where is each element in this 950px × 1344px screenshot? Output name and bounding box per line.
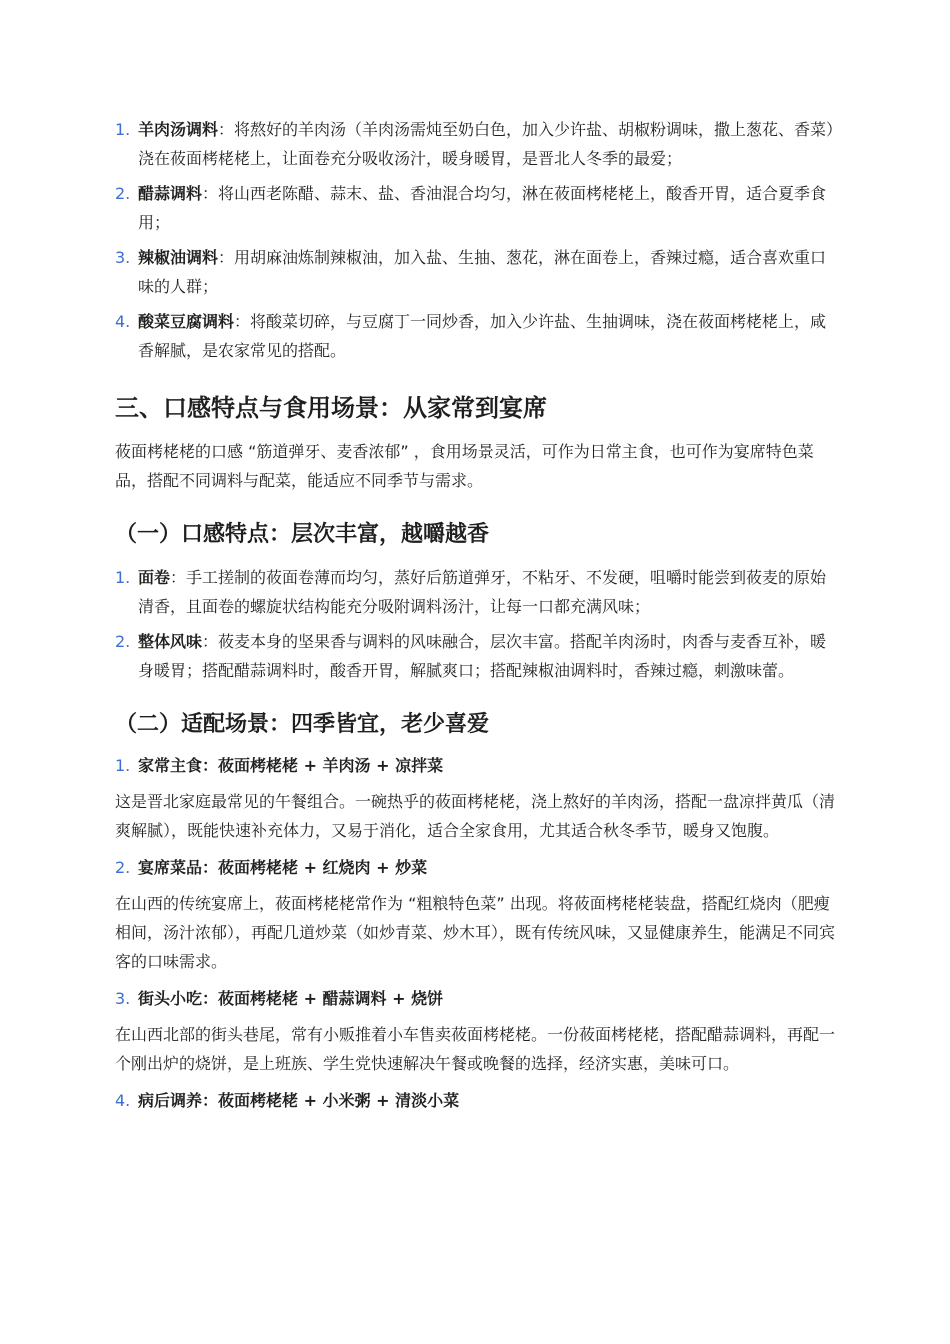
- scene-title: 街头小吃：莜面栲栳栳 + 醋蒜调料 + 烧饼: [138, 989, 444, 1008]
- scene-text: 在山西的传统宴席上，莜面栲栳栳常作为 “粗粮特色菜” 出现。将莜面栲栳栳装盘，搭配红烧肉（肥瘦相间，汤汁浓郁），再配几道炒菜（如炒青菜、炒木耳），既有传统风味，又显健康养生，能满足不同宾客的口味需求。: [115, 894, 836, 971]
- list-text: ：将熬好的羊肉汤（羊肉汤需炖至奶白色，加入少许盐、胡椒粉调味，撒上葱花、香菜）浇在莜面栲栳栳上，让面卷充分吸收汤汁，暖身暖胃，是晋北人冬季的最爱；: [138, 120, 835, 168]
- list-number: 4.: [115, 1091, 131, 1110]
- scene-heading: [115, 753, 835, 779]
- list-item: [115, 243, 835, 301]
- list-number: 2.: [115, 184, 131, 203]
- list-term: 面卷: [138, 568, 171, 587]
- subsection-heading: （一）口感特点：层次丰富，越嚼越香: [115, 522, 490, 547]
- list-number: 2.: [115, 632, 131, 651]
- subsection-heading: （二）适配场景：四季皆宜，老少喜爱: [115, 712, 490, 737]
- list-term: 整体风味: [138, 632, 203, 651]
- list-term: 辣椒油调料: [138, 248, 219, 267]
- scene-heading: [115, 986, 835, 1012]
- list-number: 1.: [115, 568, 131, 587]
- seasoning-list: [115, 115, 835, 365]
- list-number: 1.: [115, 756, 131, 775]
- scene-text: 在山西北部的街头巷尾，常有小贩推着小车售卖莜面栲栳栳。一份莜面栲栳栳，搭配醋蒜调料，再配一个刚出炉的烧饼，是上班族、学生党快速解决午餐或晚餐的选择，经济实惠，美味可口。: [115, 1025, 836, 1073]
- scene-title: 宴席菜品：莜面栲栳栳 + 红烧肉 + 炒菜: [138, 858, 428, 877]
- section-intro: 莜面栲栳栳的口感 “筋道弹牙、麦香浓郁” ，食用场景灵活，可作为日常主食，也可作为宴席特色菜品，搭配不同调料与配菜，能适应不同季节与需求。: [115, 442, 814, 490]
- list-number: 4.: [115, 312, 131, 331]
- list-number: 3.: [115, 248, 131, 267]
- list-term: 醋蒜调料: [138, 184, 203, 203]
- list-item: [115, 307, 835, 365]
- list-text: ：将酸菜切碎，与豆腐丁一同炒香，加入少许盐、生抽调味，浇在莜面栲栳栳上，咸香解腻，是农家常见的搭配。: [138, 312, 827, 360]
- list-text: ：用胡麻油炼制辣椒油，加入盐、生抽、葱花，淋在面卷上，香辣过瘾，适合喜欢重口味的人群；: [138, 248, 827, 296]
- list-number: 1.: [115, 120, 131, 139]
- list-term: 酸菜豆腐调料: [138, 312, 235, 331]
- list-number: 2.: [115, 858, 131, 877]
- list-term: 羊肉汤调料: [138, 120, 219, 139]
- scene-title: 病后调养：莜面栲栳栳 + 小米粥 + 清淡小菜: [138, 1091, 460, 1110]
- list-item: [115, 179, 835, 237]
- scene-heading: [115, 855, 835, 881]
- scene-text: 这是晋北家庭最常见的午餐组合。一碗热乎的莜面栲栳栳，浇上熬好的羊肉汤，搭配一盘凉拌黄瓜（清爽解腻），既能快速补充体力，又易于消化，适合全家食用，尤其适合秋冬季节，暖身又饱腹。: [115, 792, 836, 840]
- scene-heading: [115, 1088, 835, 1114]
- list-text: ：莜麦本身的坚果香与调料的风味融合，层次丰富。搭配羊肉汤时，肉香与麦香互补，暖身暖胃；搭配醋蒜调料时，酸香开胃，解腻爽口；搭配辣椒油调料时，香辣过瘾，刺激味蕾。: [138, 632, 827, 680]
- list-text: ：手工搓制的莜面卷薄而均匀，蒸好后筋道弹牙，不粘牙、不发硬，咀嚼时能尝到莜麦的原始清香，且面卷的螺旋状结构能充分吸附调料汤汁，让每一口都充满风味；: [138, 568, 827, 616]
- list-text: ：将山西老陈醋、蒜末、盐、香油混合均匀，淋在莜面栲栳栳上，酸香开胃，适合夏季食用；: [138, 184, 827, 232]
- list-item: [115, 627, 835, 685]
- list-item: [115, 115, 835, 173]
- list-number: 3.: [115, 989, 131, 1008]
- scene-title: 家常主食：莜面栲栳栳 + 羊肉汤 + 凉拌菜: [138, 756, 444, 775]
- list-item: [115, 563, 835, 621]
- texture-list: [115, 563, 835, 685]
- section-heading: 三、口感特点与食用场景：从家常到宴席: [115, 394, 547, 422]
